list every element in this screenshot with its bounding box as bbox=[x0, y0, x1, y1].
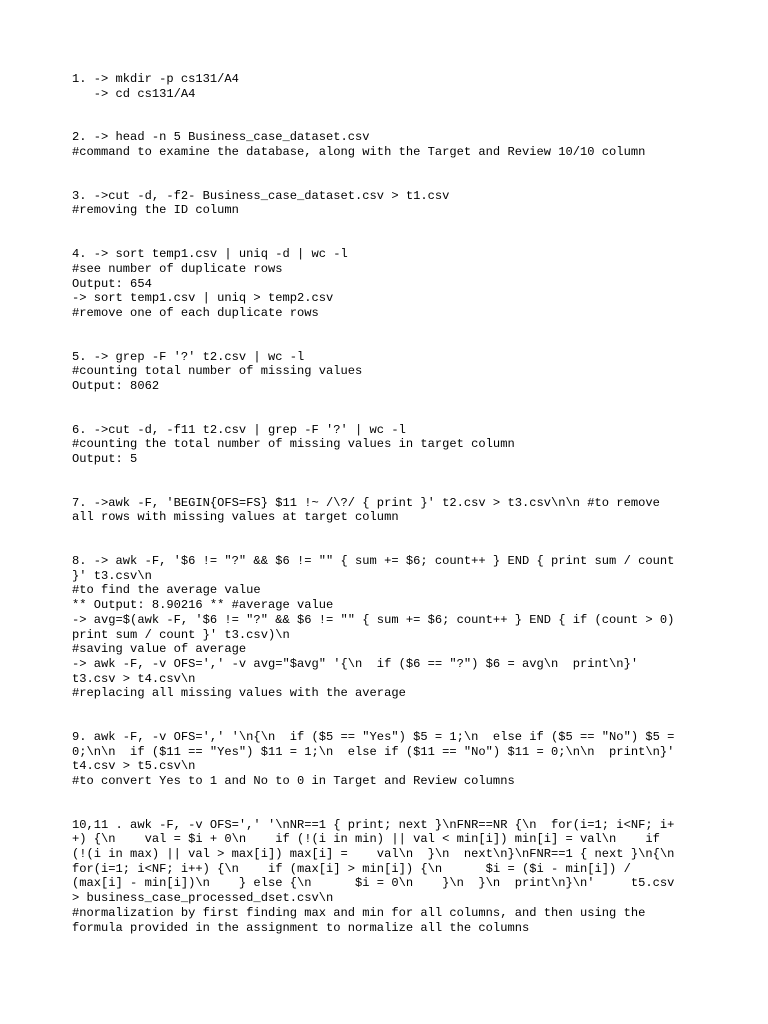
step-section bbox=[72, 247, 712, 320]
text-line: #removing the ID column bbox=[72, 203, 239, 218]
step-section bbox=[72, 130, 712, 159]
text-line: t4.csv > t5.csv\n bbox=[72, 759, 196, 774]
text-line: #command to examine the database, along with the Target and Review 10/10 column bbox=[72, 145, 646, 160]
text-line: -> awk -F, -v OFS=',' -v avg="$avg" '{\n if ($6 == "?") $6 = avg\n print\n}' bbox=[72, 656, 639, 671]
text-line: #to convert Yes to 1 and No to 0 in Target and Review columns bbox=[72, 774, 515, 788]
text-line: 6. ->cut -d, -f11 t2.csv | grep -F '?' | wc -l bbox=[72, 422, 406, 437]
text-line: print sum / count }' t3.csv)\n bbox=[72, 627, 290, 642]
text-line: -> sort temp1.csv | uniq > temp2.csv bbox=[72, 291, 334, 306]
step-section bbox=[72, 189, 712, 218]
text-line: #to find the average value bbox=[72, 583, 261, 598]
text-line: #see number of duplicate rows bbox=[72, 261, 283, 276]
text-line: Output: 654 bbox=[72, 276, 152, 291]
text-line: 8. -> awk -F, '$6 != "?" && $6 != "" { sum += $6; count++ } END { print sum / count bbox=[72, 554, 675, 569]
text-line: 5. -> grep -F '?' t2.csv | wc -l bbox=[72, 349, 305, 364]
text-line: all rows with missing values at target column bbox=[72, 510, 399, 525]
text-line: 7. ->awk -F, 'BEGIN{OFS=FS} $11 !~ /\?/ { print }' t2.csv > t3.csv\n\n #to remove bbox=[72, 495, 660, 510]
text-line: #replacing all missing values with the average bbox=[72, 686, 406, 701]
step-section bbox=[72, 554, 712, 701]
step-section bbox=[72, 730, 712, 789]
text-line: #counting the total number of missing values in target column bbox=[72, 437, 515, 452]
text-line: 10,11 . awk -F, -v OFS=',' '\nNR==1 { print; next }\nFNR==NR {\n for(i=1; i<NF; i+ bbox=[72, 817, 675, 832]
text-line: #saving value of average bbox=[72, 642, 247, 657]
text-line: }' t3.csv\n bbox=[72, 568, 152, 583]
text-line: +) {\n val = $i + 0\n if (!(i in min) || val < min[i]) min[i] = val\n if bbox=[72, 832, 660, 847]
text-line: formula provided in the assignment to normalize all the columns bbox=[72, 920, 530, 935]
text-line: 3. ->cut -d, -f2- Business_case_dataset.csv > t1.csv bbox=[72, 188, 450, 203]
text-line: #remove one of each duplicate rows bbox=[72, 305, 319, 320]
step-section bbox=[72, 496, 712, 525]
text-line: (max[i] - min[i])\n } else {\n $i = 0\n }\n }\n print\n}\n' t5.csv bbox=[72, 876, 675, 891]
text-line: 4. -> sort temp1.csv | uniq -d | wc -l bbox=[72, 247, 348, 262]
text-line: Output: 5 bbox=[72, 452, 138, 466]
text-line: 0;\n\n if ($11 == "Yes") $11 = 1;\n else if ($11 == "No") $11 = 0;\n\n print\n}' bbox=[72, 744, 675, 759]
text-line: t3.csv > t4.csv\n bbox=[72, 671, 196, 686]
text-line: 1. -> mkdir -p cs131/A4 bbox=[72, 72, 239, 86]
text-line: > business_case_processed_dset.csv\n bbox=[72, 891, 334, 906]
document-page bbox=[72, 72, 712, 935]
text-line: -> avg=$(awk -F, '$6 != "?" && $6 != "" { sum += $6; count++ } END { if (count > 0) bbox=[72, 612, 675, 627]
text-line: (!(i in max) || val > max[i]) max[i] = val\n }\n next\n}\nFNR==1 { next }\n{\n bbox=[72, 847, 675, 862]
step-section bbox=[72, 72, 712, 101]
text-line: 2. -> head -n 5 Business_case_dataset.csv bbox=[72, 130, 370, 145]
text-line: Output: 8062 bbox=[72, 378, 160, 393]
text-line: ** Output: 8.90216 ** #average value bbox=[72, 598, 334, 613]
text-line: for(i=1; i<NF; i++) {\n if (max[i] > min[i]) {\n $i = ($i - min[i]) / bbox=[72, 861, 631, 876]
step-section bbox=[72, 423, 712, 467]
step-section bbox=[72, 818, 712, 936]
text-line: 9. awk -F, -v OFS=',' '\n{\n if ($5 == "Yes") $5 = 1;\n else if ($5 == "No") $5 = bbox=[72, 729, 675, 744]
step-section bbox=[72, 350, 712, 394]
text-line: #normalization by first finding max and min for all columns, and then using the bbox=[72, 905, 646, 920]
text-line: #counting total number of missing values bbox=[72, 364, 363, 379]
text-line: -> cd cs131/A4 bbox=[72, 86, 196, 101]
